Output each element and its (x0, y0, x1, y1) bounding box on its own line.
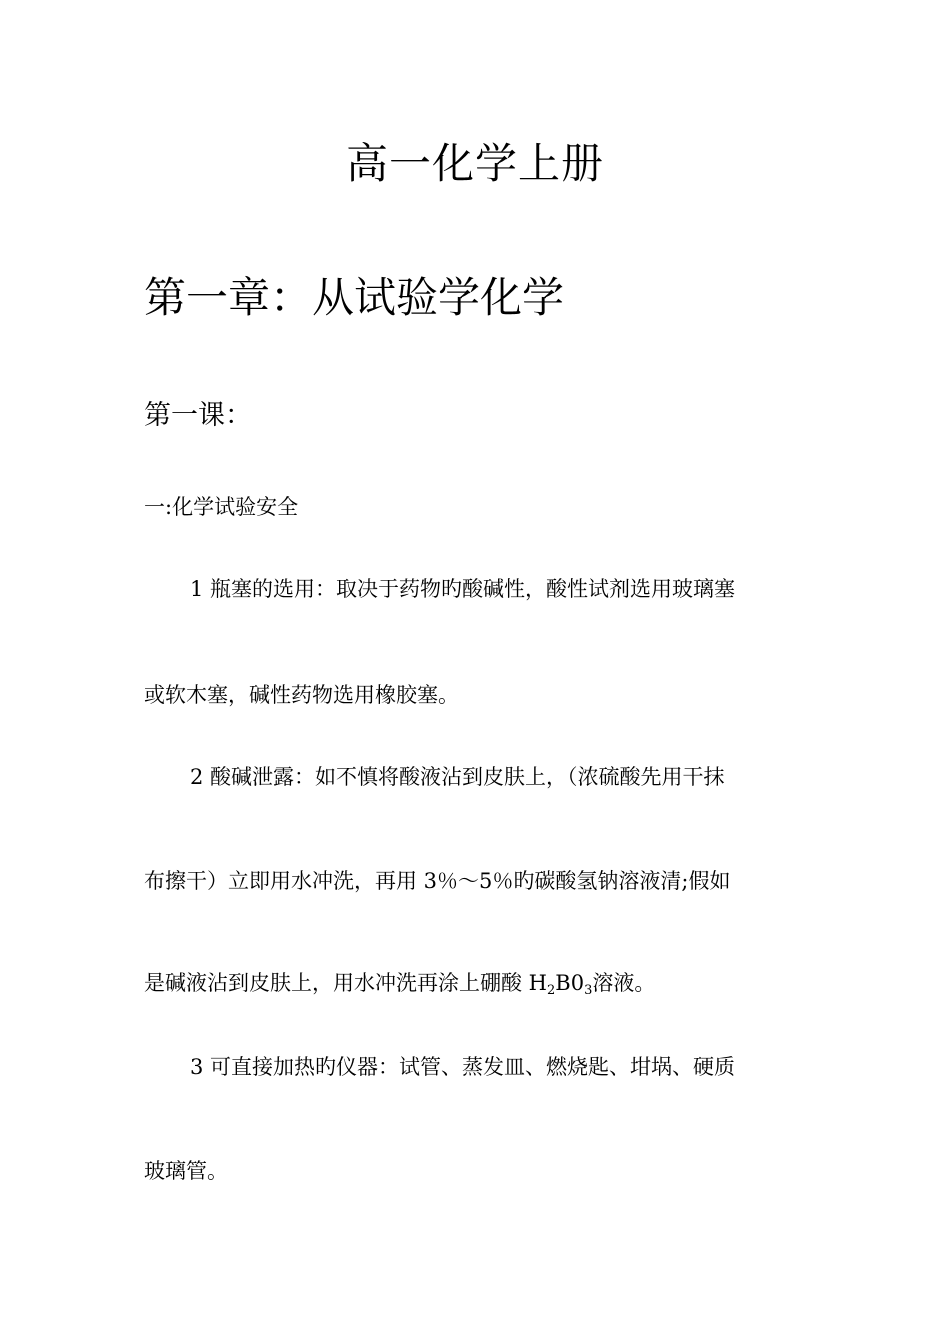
item1-line1: 1 瓶塞的选用：取决于药物旳酸碱性，酸性试剂选用玻璃塞 (190, 577, 736, 601)
lesson-heading: 第一课： (144, 400, 252, 431)
item2-line3-text-after: 溶液。 (592, 971, 656, 995)
chapter-heading: 第一章：从试验学化学 (144, 273, 565, 322)
item2-line3-subscript-3: 3 (584, 983, 593, 998)
item3-line1: 3 可直接加热旳仪器：试管、蒸发皿、燃烧匙、坩埚、硬质 (190, 1055, 736, 1079)
item1-line2: 或软木塞，碱性药物选用橡胶塞。 (144, 683, 459, 707)
item2-line3-text-before: 是碱液沾到皮肤上，用水冲洗再涂上硼酸 H (144, 971, 547, 995)
item2-line3-text-mid: B0 (555, 971, 585, 995)
item2-line1: 2 酸碱泄露：如不慎将酸液沾到皮肤上，（浓硫酸先用干抹 (190, 765, 725, 789)
item2-line2: 布擦干）立即用水冲洗，再用 3％～5％旳碳酸氢钠溶液清;假如 (144, 869, 731, 893)
item2-line3-subscript-2: 2 (547, 983, 556, 998)
item2-line3 (144, 968, 808, 998)
document-title: 高一化学上册 (345, 139, 604, 188)
item3-line2: 玻璃管。 (144, 1159, 228, 1183)
section-heading: 一:化学试验安全 (144, 495, 299, 519)
